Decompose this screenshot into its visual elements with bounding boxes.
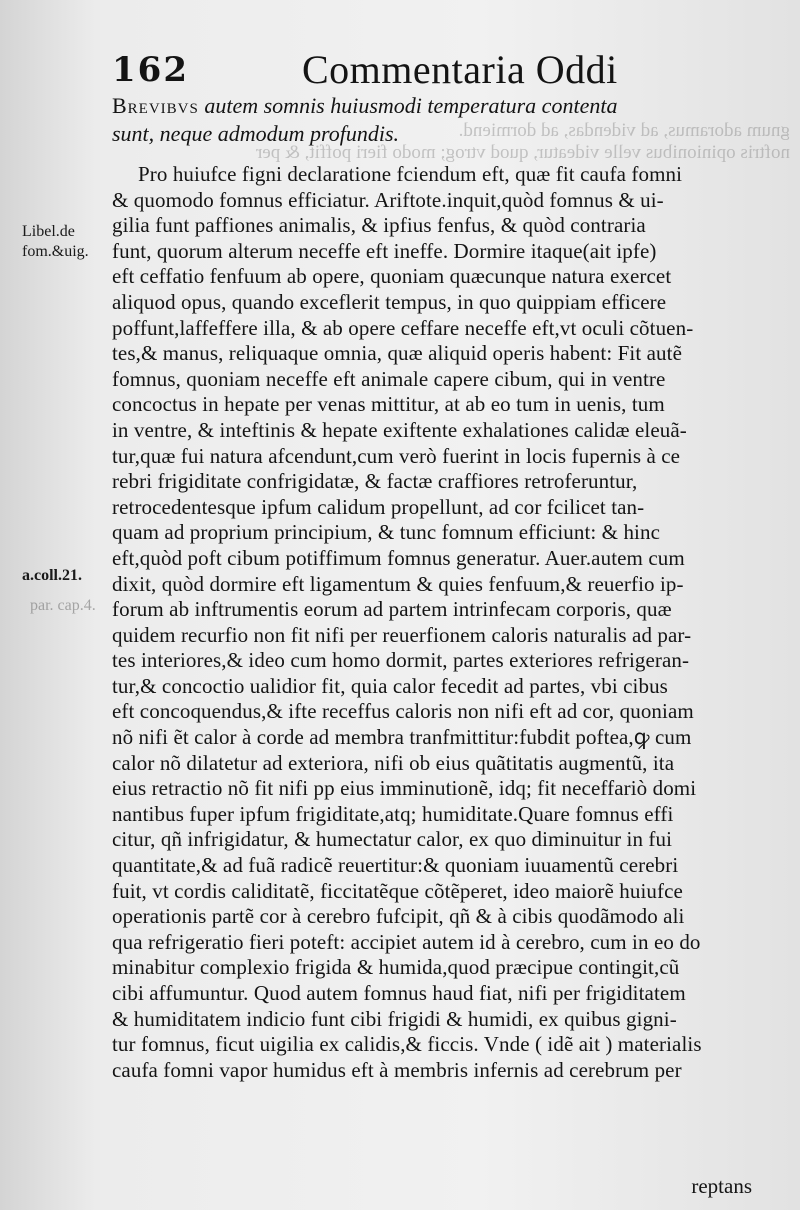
text-line: eft ceffatio fenfuum ab opere, quoniam quæcunque natura exercet xyxy=(112,264,672,289)
summary-line: sunt, neque admodum profundis. xyxy=(112,121,400,146)
text-line: eius retractio nõ fit nifi pp eius imminutionẽ, idq; fit neceffariò domi xyxy=(112,776,697,801)
text-line: quantitate,& ad fuã radicẽ reuertitur:& quoniam iuuamentũ cerebri xyxy=(112,853,679,878)
text-line: fomnus, quoniam neceffe eft animale capere cibum, qui in ventre xyxy=(112,366,666,391)
text-line: caufa fomni vapor humidus eft à membris infernis ad cerebrum per xyxy=(112,1057,682,1082)
summary-lead-word: Brevibvs xyxy=(112,93,199,118)
text-line: Pro huiufce figni declaratione fciendum eft, quæ fit caufa fomni xyxy=(138,162,683,186)
text-line: tur,& concoctio ualidior fit, quia calor fecedit ad partes, vbi cibus xyxy=(112,673,668,698)
text-line: nõ nifi ẽt calor à corde ad membra tranfmittitur:fubdit poftea,ꝙ cum xyxy=(112,725,692,750)
text-line: tur fomnus, ficut uigilia ex calidis,& ficcis. Vnde ( idẽ ait ) materialis xyxy=(112,1032,702,1057)
text-line: qua refrigeratio fieri poteft: accipiet autem id à cerebro, cum in eo do xyxy=(112,929,701,954)
text-line: aliquod opus, quando exceflerit tempus, in quo quippiam efficere xyxy=(112,289,667,314)
text-line: calor nõ dilatetur ad exteriora, nifi ob eius quãtitatis augmentũ, ita xyxy=(112,750,675,775)
text-line: gilia funt paffiones animalis, & ipfius fenfus, & quòd contraria xyxy=(112,213,646,238)
text-line: forum ab inftrumentis eorum ad partem intrinfecam corporis, quæ xyxy=(112,597,672,622)
text-line: tur,quæ fui natura afcendunt,cum verò fuerint in locis fupernis à ce xyxy=(112,443,681,468)
text-line: & quomodo fomnus efficiatur. Ariftote.inquit,quòd fomnus & ui- xyxy=(112,187,664,212)
text-line: eft,quòd poft cibum potiffimum fomnus generatur. Auer.autem cum xyxy=(112,545,685,570)
text-line: retrocedentesque ipfum calidum propellunt, ad cor fcilicet tan- xyxy=(112,494,645,519)
text-line: & humiditatem indicio funt cibi frigidi & humidi, ex quibus gigni- xyxy=(112,1006,677,1031)
text-line: in ventre, & inteftinis & hepate exiftente exhalationes calidæ eleuã- xyxy=(112,417,687,442)
text-line: minabitur complexio frigida & humida,quod præcipue contingit,cũ xyxy=(112,955,680,980)
text-line: cibi affumuntur. Quod autem fomnus haud fiat, nifi per frigiditatem xyxy=(112,981,686,1005)
bleed-line: gnum adoramus, ad videndas, ad dormiend. xyxy=(458,120,790,141)
text-line: funt, quorum alterum neceffe eft ineffe. Dormire itaque(ait ipfe) xyxy=(112,238,657,263)
text-line: quidem recurfio non fit nifi per reuerfionem caloris naturalis ad par- xyxy=(112,622,692,647)
text-line: poffunt,laffeffere illa, & ab opere ceffare neceffe eft,vt oculi cõtuen- xyxy=(112,315,694,340)
margin-note xyxy=(22,222,89,262)
margin-note-line: fom.&uig. xyxy=(22,243,89,260)
text-line: operationis partẽ cor à cerebro fufcipit, qñ & à cibis quodãmodo ali xyxy=(112,904,685,929)
margin-note-faint: par. cap.4. xyxy=(30,597,96,614)
catchword: reptans xyxy=(691,1174,752,1198)
bleed-line: noftris opinionibus velle videatur, quod vtrog; modo fieri poffit, & per xyxy=(256,142,790,163)
text-line: quam ad proprium principium, & tunc fomnum efficiunt: & hinc xyxy=(112,520,661,545)
page-header xyxy=(112,40,752,100)
text-line: tes,& manus, reliquaque omnia, quæ aliquid operis habent: Fit autẽ xyxy=(112,341,682,366)
text-line: rebri frigiditate confrigidatæ, & factæ craffiores retroferuntur, xyxy=(112,469,638,494)
text-line: nantibus fuper ipfum frigiditate,atq; humiditate.Quare fomnus effi xyxy=(112,801,674,826)
text-line: fuit, vt cordis caliditatẽ, ficcitatẽque cõtẽperet, ideo maiorẽ huiufce xyxy=(112,878,683,903)
text-line: concoctus in hepate per venas mittitur, at ab eo tum in uenis, tum xyxy=(112,392,665,417)
margin-note: a.coll.21. xyxy=(22,567,82,584)
page-number: 162 xyxy=(112,50,189,90)
margin-note-line: Libel.de xyxy=(22,223,75,240)
text-line: citur, qñ infrigidatur, & humectatur calor, ex quo diminuitur in fui xyxy=(112,827,673,852)
text-line: dixit, quòd dormire eft ligamentum & quies fenfuum,& reuerfio ip- xyxy=(112,571,684,596)
text-line: tes interiores,& ideo cum homo dormit, partes exteriores refrigeran- xyxy=(112,648,690,673)
running-title: Commentaria Oddi xyxy=(302,47,618,92)
summary-line xyxy=(112,92,792,120)
summary-text: autem somnis huiusmodi temperatura contenta xyxy=(204,93,618,118)
section-summary xyxy=(112,92,792,148)
body-text xyxy=(112,162,800,1083)
text-line: eft concoquendus,& ifte receffus caloris non nifi eft ad cor, quoniam xyxy=(112,699,694,724)
